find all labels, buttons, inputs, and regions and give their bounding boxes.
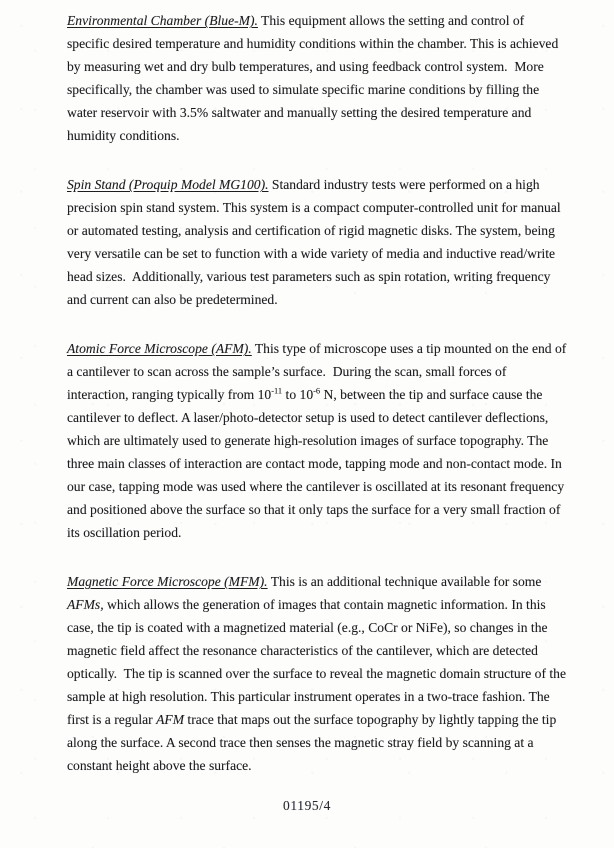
paragraph-text: This equipment allows the setting and control of specific desired temperature and humidity conditions within the chamber. This is achieved by measuring wet and dry bulb temperatures, and using feedback control system. More specifically, the chamber was used to simulate specific marine conditions by filling the water reservoir with 3.5% saltwater and manually setting the desired temperature and humidity conditions. bbox=[67, 13, 562, 143]
page-footer bbox=[0, 797, 614, 815]
superscript-text: -11 bbox=[271, 385, 283, 396]
paragraph-text: which allows the generation of images that contain magnetic information. In this case, the tip is coated with a magnetized material (e.g., CoCr or NiFe), so changes in the magnetic field affect the resonance characteristics of the cantilever, which are detected optically. The tip is scanned over the surface to reveal the magnetic domain structure of the sample at high resolution. This particular instrument operates in a two-trace fashion. The first is a regular bbox=[67, 597, 570, 727]
paragraph-text: N, between the tip and surface cause the cantilever to deflect. A laser/photo-detector setup is used to detect cantilever deflections, which are ultimately used to generate high-resolution images of surface topography. The three main classes of interaction are contact mode, tapping mode and non-contact mode. In our case, tapping mode was used where the cantilever is oscillated at its resonant frequency and positioned above the surface so that it only taps the surface for a very small fraction of its oscillation period. bbox=[67, 387, 568, 540]
paragraph-text: AFMs, bbox=[67, 597, 104, 612]
page-number: 01195/4 bbox=[283, 798, 331, 813]
document-body bbox=[67, 9, 570, 777]
paragraph bbox=[67, 570, 570, 777]
paragraph-text: Standard industry tests were performed on a high precision spin stand system. This system is a compact computer-controlled unit for manual or automated testing, analysis and certification of rigid magnetic disks. The system, being very versatile can be set to function with a wide variety of media and inductive read/write head sizes. Additionally, various test parameters such as spin rotation, writing frequency and current can also be predetermined. bbox=[67, 177, 565, 307]
paragraph bbox=[67, 173, 567, 311]
paragraph-heading: Atomic Force Microscope (AFM). bbox=[67, 341, 252, 356]
paragraph-heading: Environmental Chamber (Blue-M). bbox=[67, 13, 258, 28]
paragraph bbox=[67, 337, 570, 544]
paragraph-heading: Magnetic Force Microscope (MFM). bbox=[67, 574, 268, 589]
paragraph-text: trace that maps out the surface topography by lightly tapping the tip along the surface. A second trace then senses the magnetic stray field by scanning at a constant height above the surface. bbox=[67, 712, 560, 773]
superscript-text: -6 bbox=[313, 385, 321, 396]
paragraph-heading: Spin Stand (Proquip Model MG100). bbox=[67, 177, 269, 192]
paragraph-text: This type of microscope uses a tip mounted on the end of a cantilever to scan across the sample’s surface. During the scan, small forces of interaction, ranging typically from 10 bbox=[67, 341, 570, 402]
paragraph-text: AFM bbox=[156, 712, 185, 727]
paragraph-text: This is an additional technique available for some bbox=[267, 574, 545, 589]
paragraph-text: to 10 bbox=[282, 387, 314, 402]
paragraph bbox=[67, 9, 567, 147]
